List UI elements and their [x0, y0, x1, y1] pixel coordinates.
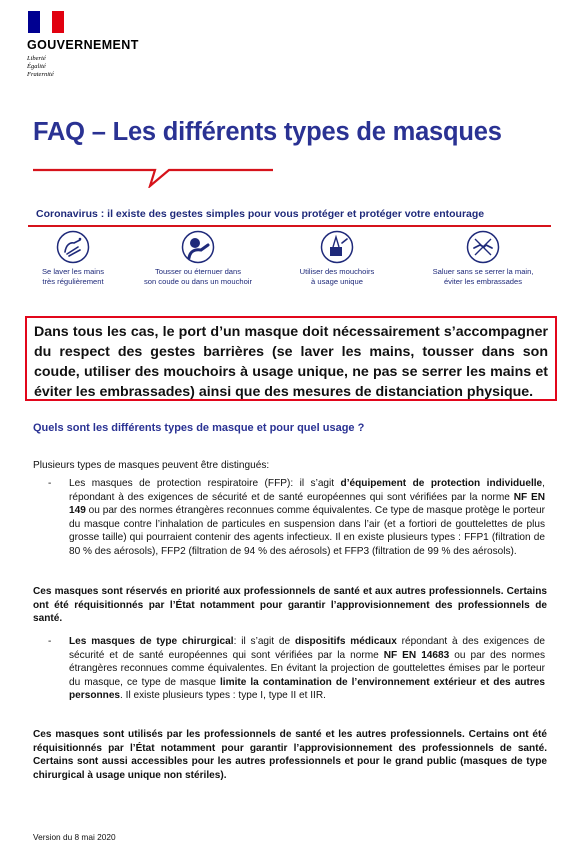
text-run-bold: dispositifs médicaux	[294, 636, 397, 647]
caption-line: très régulièrement	[42, 276, 104, 286]
page-title: FAQ – Les différents types de masques	[33, 118, 502, 146]
ffp-summary: Ces masques sont réservés en priorité aux professionnels de santé et aux autres professionnels. Certains ont été réquisitionnés par l’État notamment pour garantir l’approvisionnement des professionnels de santé.	[33, 586, 547, 624]
text-run: , répondant à des exigences de sécurité et de santé européennes qui sont vérifiées par la norme	[69, 478, 545, 503]
list-dash: -	[48, 636, 52, 647]
list-item-ffp-masks	[49, 477, 545, 558]
motto-liberte: Liberté	[27, 55, 46, 62]
banner-item-wash-hands	[8, 230, 138, 286]
barrier-gestures-alert: Dans tous les cas, le port d’un masque doit nécessairement s’accompagner du respect des gestes barrières (se laver les mains, tousser dans son coude, utiliser des mouchoirs à usage unique, ne pas se serrer les mains et éviter les embrassades) ainsi que des mesures de distanciation physique.	[25, 316, 557, 401]
text-run-bold: Les masques de type chirurgical	[69, 636, 234, 647]
caption-line: son coude ou dans un mouchoir	[143, 276, 253, 286]
french-flag-icon	[28, 11, 64, 33]
surgical-summary: Ces masques sont utilisés par les professionnels de santé et les autres professionnels. Certains ont été réquisitionnés par l’État notamment pour garantir l’approvisionnement des professionnels de santé. Certains sont aussi accessibles pour les autres professionnels et pour le grand public (masques de type chirurgical à usage unique non stériles).	[33, 729, 547, 781]
motto	[27, 55, 167, 79]
text-run: : il s’agit de	[233, 636, 295, 647]
section-question: Quels sont les différents types de masque et pour quel usage ?	[33, 422, 365, 434]
banner-item-cough	[133, 230, 263, 286]
banner-divider	[28, 225, 551, 227]
text-run-bold: NF EN 14683	[383, 649, 450, 661]
list-item-body	[49, 635, 545, 703]
caption-line: Utiliser des mouchoirs	[299, 267, 375, 276]
banner-caption	[133, 267, 263, 286]
text-run: répondant à des exigences de sécurité et de santé européennes qui sont vérifiées par la norme	[69, 636, 545, 661]
text-run: Les masques de protection respiratoire (FFP): il s’agit	[69, 478, 341, 489]
version-footer: Version du 8 mai 2020	[33, 832, 116, 842]
speech-bubble-rule	[33, 162, 273, 188]
motto-egalite: Égalité	[27, 63, 46, 70]
banner-item-no-handshake	[418, 230, 548, 286]
text-run: ou par des normes étrangères reconnues comme équivalentes. En évitant la projection de gouttelettes émises par le porteur du masque, ce type de masque	[69, 649, 546, 688]
hand-washing-icon	[56, 230, 90, 264]
caption-line: à usage unique	[311, 276, 363, 286]
list-item-surgical-masks	[49, 635, 545, 703]
list-dash: -	[48, 478, 52, 489]
intro-text: Plusieurs types de masques peuvent être distingués:	[33, 460, 270, 471]
no-handshake-icon	[466, 230, 500, 264]
text-run: ou par des normes étrangères reconnues comme équivalentes. Ce type de masque protège le porteur du masque contre l’inhalation de particules en suspension dans l’air (et a fortiori de gouttelettes de plus grosse taille) qui pourraient contenir des agents infectieux. Il en existe plusieurs types : FFP1 (filtration de 80 % des aérosols), FFP2 (filtration de 94 % des aérosols) et FFP3 (filtration de 99 % des aérosols).	[69, 505, 545, 557]
text-run-bold: NF EN 149	[69, 491, 546, 516]
banner-item-tissue	[272, 230, 402, 286]
text-run: . Il existe plusieurs types : type I, type II et IIR.	[120, 690, 326, 701]
caption-line: éviter les embrassades	[443, 276, 523, 286]
government-logo	[27, 11, 167, 79]
list-item-body	[49, 477, 545, 558]
text-run-bold: d’équipement de protection individuelle	[340, 478, 543, 489]
caption-line: Tousser ou éternuer dans	[154, 267, 242, 276]
government-label: GOUVERNEMENT	[27, 38, 139, 52]
barrier-gestures-banner	[28, 206, 551, 302]
caption-line: Se laver les mains	[41, 267, 105, 276]
banner-caption	[418, 267, 548, 286]
banner-caption	[8, 267, 138, 286]
caption-line: Saluer sans se serrer la main,	[432, 267, 534, 276]
banner-headline: Coronavirus : il existe des gestes simples pour vous protéger et protéger votre entourage	[36, 208, 485, 220]
cough-elbow-icon	[181, 230, 215, 264]
text-run-bold: limite la contamination de l’environnement extérieur et des autres personnes	[69, 676, 545, 701]
banner-caption	[272, 267, 402, 286]
motto-fraternite: Fraternité	[27, 71, 54, 78]
tissue-icon	[320, 230, 354, 264]
